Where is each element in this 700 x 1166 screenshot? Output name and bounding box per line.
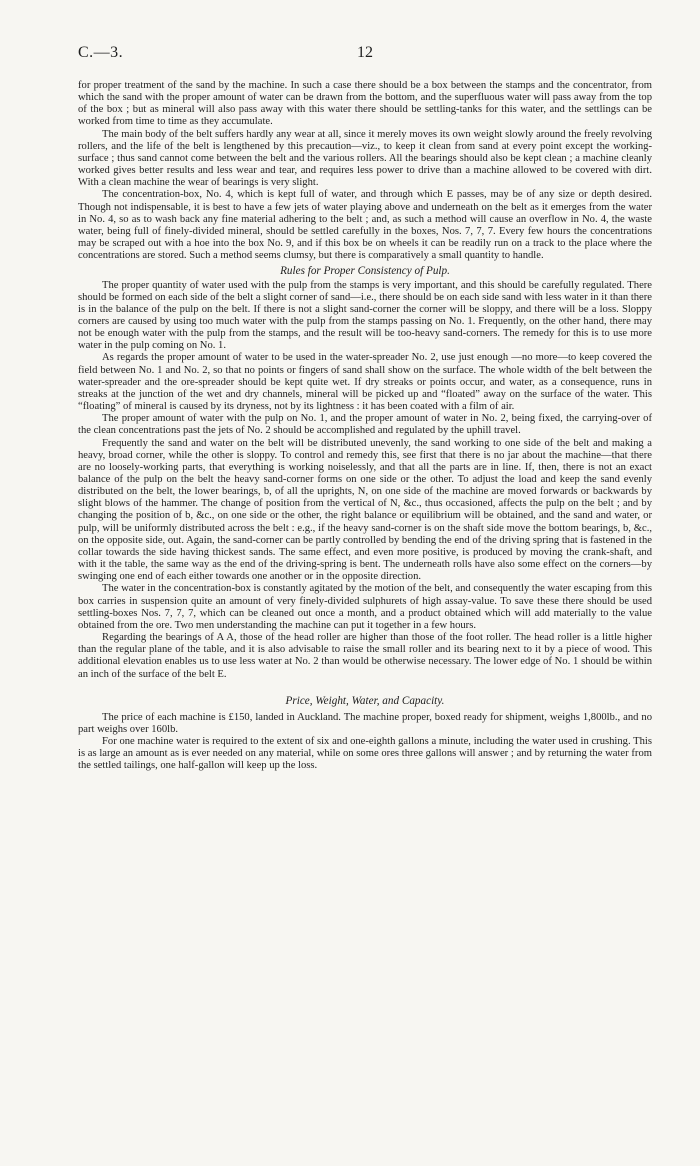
page-number: 12 <box>357 44 373 61</box>
section-heading-consistency: Rules for Proper Consistency of Pulp. <box>280 265 450 278</box>
page-header <box>78 44 652 66</box>
paragraph: Frequently the sand and water on the belt will be distributed unevenly, the sand working to one side of the belt and making a heavy, broad corner, while the other is sloppy. To control and remedy this, see first that there is no jar about the machine—that there are no loosely-working parts, that everything is working noiselessly, and that all the parts are in line. If, then, there is not an exact balance of the pulp on the belt the heavy sand-corner forms on one side or the other. To adjust the load and keep the sand evenly distributed on the belt, the lower bearings, b, of all the uprights, N, on one side of the machine are moved forwards or backwards by slight blows of the hammer. The change of position from the vertical of N, &c., thus occasioned, affects the pulp on the belt ; and by changing the position of b, &c., on one side or the other, the right balance or equilibrium will be obtained, and the sand and water, or pulp, will be uniformly distributed across the belt : e.g., if the heavy sand-corner is on the shaft side move the bottom bearings, b, &c., on the opposite side, out. Again, the sand-corner can be partly controlled by bending the end of the driving spring that is fastened in the collar towards the side having thickest sands. The same effect, and even more positive, is produced by moving the crank-shaft, and with it the table, the same way as the end of the driving-spring is bent. The underneath rolls have also some effect on the corners—by swinging one end of each either towards one another or in the opposite direction. <box>78 437 652 583</box>
paragraph: The main body of the belt suffers hardly any wear at all, since it merely moves its own weight slowly around the freely revolving rollers, and the life of the belt is lengthened by this precaution—viz., to keep it clean from sand at every point except the working-surface ; thus sand cannot come between the belt and the various rollers. All the bearings should also be kept clean ; a machine cleanly worked gives better results and less wear and tear, and requires less power to drive than a machine allowed to be covered with dirt. With a clean machine the wear of bearings is very slight. <box>78 128 652 189</box>
paragraph: For one machine water is required to the extent of six and one-eighth gallons a minute, including the water used in crushing. This is as large an amount as is ever needed on any material, while on some ores three gallons will answer ; and by returning the water from the settled tailings, one half-gallon will keep up the loss. <box>78 736 652 772</box>
body-text <box>78 80 652 773</box>
paragraph: As regards the proper amount of water to be used in the water-spreader No. 2, use just enough —no more—to keep covered the field between No. 1 and No. 2, so that no points or fingers of sand shall show on the surface. The whole width of the belt between the water-spreader and the ore-spreader should be kept quite wet. If dry streaks or points occur, and water, as a consequence, runs in streaks at the junction of the wet and dry channels, mineral will be picked up and “floated” away on the surface of the water. This “floating” of mineral is caused by its dryness, not by its lightness : it has been coated with a film of air. <box>78 352 652 413</box>
paragraph: The proper quantity of water used with the pulp from the stamps is very important, and this should be carefully regulated. There should be formed on each side of the belt a slight corner of sand—i.e., there should be on each side sand with less water in it than there is in the balance of the pulp on the belt. If there is not a slight sand-corner the corner will be sloppy, and there will be a loss. Sloppy corners are caused by using too much water with the pulp from the stamps passing on No. 1. Frequently, on the other hand, there may not be enough water with the pulp from the stamps, and the result will be too-heavy sand-corners. The remedy for this is to use more water in the pulp coming on No. 1. <box>78 279 652 352</box>
paragraph: The proper amount of water with the pulp on No. 1, and the proper amount of water in No. 2, being fixed, the carrying-over of the clean concentrations past the jets of No. 2 should be accomplished and regulated by the uphill travel. <box>78 413 652 437</box>
paragraph: for proper treatment of the sand by the machine. In such a case there should be a box between the stamps and the concentrator, from which the sand with the proper amount of water can be drawn from the bottom, and the superfluous water will pass away from the top of the box ; but as mineral will also pass away with this water there should be settling-tanks for this water, and the settlings can be worked from time to time as they accumulate. <box>78 80 652 128</box>
paragraph: The water in the concentration-box is constantly agitated by the motion of the belt, and consequently the water escaping from this box carries in suspension quite an amount of very finely-divided sulphurets of high assay-value. To save these there should be used settling-boxes Nos. 7, 7, 7, which can be cleaned out once a month, and a product obtained which will add materially to the value obtained from the ore. Two men understanding the machine can put it together in a few hours. <box>78 583 652 631</box>
paragraph: The concentration-box, No. 4, which is kept full of water, and through which E passes, may be of any size or depth desired. Though not indispensable, it is best to have a few jets of water playing above and underneath on the belt as it emerges from the water in No. 4, so as to wash back any fine material adhering to the belt ; and, as such a method will cause an overflow in No. 4, the waste water, being full of finely-divided mineral, should be settled carefully in the boxes, Nos. 7, 7, 7. Every few hours the concentrations may be scraped out with a hoe into the box No. 9, and if this box be on wheels it can be readily run on a track to the place where the concentrations are stored. Such a method seems clumsy, but there is comparatively a small quantity to handle. <box>78 189 652 262</box>
section-heading-price: Price, Weight, Water, and Capacity. <box>285 694 445 707</box>
paragraph: The price of each machine is £150, landed in Auckland. The machine proper, boxed ready for shipment, weighs 1,800lb., and no part weighs over 160lb. <box>78 711 652 735</box>
paragraph: Regarding the bearings of A A, those of the head roller are higher than those of the foot roller. The head roller is a little higher than the regular plane of the table, and it is also advisable to raise the small roller and its bearing next to it by a piece of wood. This additional elevation enables us to use less water at No. 2 than would be otherwise necessary. The lower edge of No. 1 should be within an inch of the surface of the belt E. <box>78 632 652 680</box>
series-label: C.—3. <box>78 44 124 61</box>
